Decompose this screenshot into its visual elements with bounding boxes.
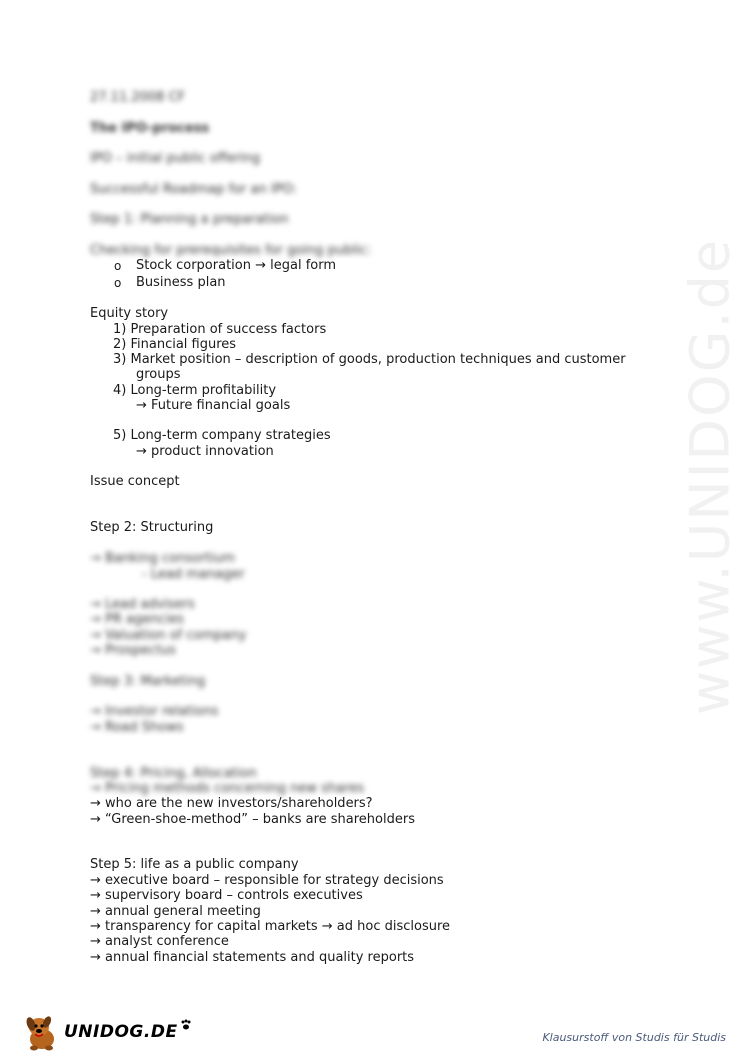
step5-item: → annual general meeting xyxy=(90,904,261,919)
dog-mascot-icon xyxy=(22,1012,60,1052)
step2-item: → Prospectus xyxy=(90,643,176,658)
step3-item: → Investor relations xyxy=(90,704,219,719)
step2-subitem: - Lead manager xyxy=(142,567,245,582)
step2-heading: Step 2: Structuring xyxy=(90,520,214,535)
step3-item: → Road Shows xyxy=(90,720,184,735)
step1-heading: Step 1: Planning a preparation xyxy=(90,212,289,227)
bullet-business-plan: Business plan xyxy=(136,275,226,290)
step2-item: → Valuation of company xyxy=(90,628,247,643)
step5-item: → annual financial statements and quality reports xyxy=(90,950,415,965)
document-title: The IPO-process xyxy=(90,121,210,136)
step5-item: → supervisory board – controls executives xyxy=(90,888,363,903)
equity-item-5: 5) Long-term company strategies xyxy=(113,428,331,443)
watermark: www.UNIDOG.de xyxy=(678,237,742,715)
equity-story-heading: Equity story xyxy=(90,306,169,321)
step5-heading: Step 5: life as a public company xyxy=(90,857,299,872)
equity-item-5-sub: → product innovation xyxy=(136,444,274,459)
step2-item: → PR agencies xyxy=(90,612,185,627)
equity-item-4-sub: → Future financial goals xyxy=(136,398,291,413)
roadmap-heading: Successful Roadmap for an IPO: xyxy=(90,182,297,197)
issue-concept-heading: Issue concept xyxy=(90,474,180,489)
prerequisites-heading: Checking for prerequisites for going public: xyxy=(90,243,372,258)
equity-item-4: 4) Long-term profitability xyxy=(113,383,277,398)
equity-item-2: 2) Financial figures xyxy=(113,337,237,352)
logo-text: UNIDOG.DE xyxy=(64,1022,178,1042)
step2-item: → Lead advisers xyxy=(90,597,195,612)
step3-heading: Step 3: Marketing xyxy=(90,674,206,689)
step4-item: → Pricing methods concerning new shares xyxy=(90,781,364,796)
step4-item: → who are the new investors/shareholders? xyxy=(90,796,373,811)
footer-tagline: Klausurstoff von Studis für Studis xyxy=(542,1031,726,1044)
equity-item-3: 3) Market position – description of goods, production techniques and customer xyxy=(113,352,626,367)
bullet-stock-corporation: Stock corporation → legal form xyxy=(136,258,337,273)
step5-item: → analyst conference xyxy=(90,934,229,949)
unidog-logo xyxy=(22,1012,192,1052)
step4-item: → “Green-shoe-method” – banks are shareholders xyxy=(90,812,415,827)
step2-item: → Banking consortium xyxy=(90,551,235,566)
equity-item-1: 1) Preparation of success factors xyxy=(113,322,327,337)
step4-heading: Step 4: Pricing, Allocation xyxy=(90,766,257,781)
ipo-definition: IPO – initial public offering xyxy=(90,151,261,166)
step5-item: → executive board – responsible for strategy decisions xyxy=(90,873,444,888)
equity-item-3-cont: groups xyxy=(136,367,181,382)
paw-icon xyxy=(180,1019,192,1031)
bullet-marker: o xyxy=(114,276,122,290)
bullet-marker: o xyxy=(114,259,122,273)
date-line: 27.11.2008 CF xyxy=(90,90,186,105)
step5-item: → transparency for capital markets → ad hoc disclosure xyxy=(90,919,451,934)
